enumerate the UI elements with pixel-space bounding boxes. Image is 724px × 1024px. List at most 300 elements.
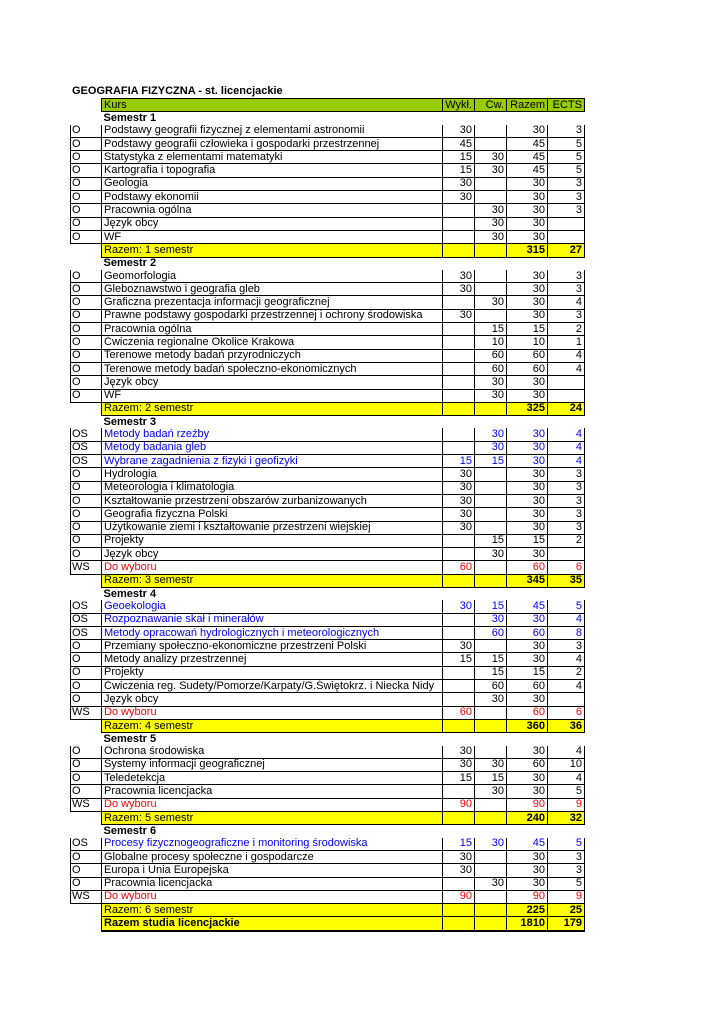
- type-cell: O: [71, 494, 102, 507]
- wykl-cell: [443, 230, 475, 243]
- table-row: [71, 309, 585, 322]
- cw-cell: [475, 561, 507, 574]
- course-name-cell: Język obcy: [102, 548, 443, 561]
- ects-cell: 3: [548, 508, 585, 521]
- razem-cell: 30: [507, 494, 548, 507]
- ects-cell: 5: [548, 137, 585, 150]
- table-row: [71, 204, 585, 217]
- ects-cell: [548, 416, 585, 429]
- course-name-cell: Projekty: [102, 534, 443, 547]
- cw-cell: 30: [475, 151, 507, 164]
- razem-cell: 30: [507, 125, 548, 138]
- razem-cell: 30: [507, 864, 548, 877]
- semester-summary-row: [71, 812, 585, 825]
- type-cell: O: [71, 746, 102, 759]
- table-row: [71, 626, 585, 639]
- semester-heading-row: [71, 825, 585, 838]
- course-name-cell: Język obcy: [102, 217, 443, 230]
- type-cell: O: [71, 548, 102, 561]
- course-name-cell: Graficzna prezentacja informacji geograficznej: [102, 296, 443, 309]
- ects-cell: 32: [548, 812, 585, 825]
- cw-cell: 15: [475, 600, 507, 613]
- table-header-row: [71, 99, 585, 112]
- course-name-cell: Ochrona środowiska: [102, 746, 443, 759]
- table-row: [71, 283, 585, 296]
- razem-cell: 30: [507, 217, 548, 230]
- wykl-cell: 30: [443, 309, 475, 322]
- razem-cell: 30: [507, 640, 548, 653]
- table-row: [71, 600, 585, 613]
- razem-cell: 90: [507, 798, 548, 811]
- ects-cell: 3: [548, 494, 585, 507]
- type-cell: [71, 257, 102, 270]
- cw-cell: 60: [475, 626, 507, 639]
- razem-cell: 30: [507, 850, 548, 863]
- table-row: [71, 838, 585, 851]
- cw-cell: 15: [475, 455, 507, 468]
- course-name-cell: Pracownia licencjacka: [102, 877, 443, 890]
- type-cell: [71, 733, 102, 746]
- course-name-cell: Metody opracowań hydrologicznych i meteorologicznych: [102, 626, 443, 639]
- table-row: [71, 362, 585, 375]
- ects-cell: 3: [548, 521, 585, 534]
- razem-cell: 30: [507, 376, 548, 389]
- wykl-cell: 15: [443, 838, 475, 851]
- table-row: [71, 137, 585, 150]
- table-row: [71, 441, 585, 454]
- wykl-cell: 30: [443, 468, 475, 481]
- wykl-cell: 30: [443, 177, 475, 190]
- razem-cell: 30: [507, 481, 548, 494]
- cw-cell: 15: [475, 772, 507, 785]
- cw-cell: [475, 640, 507, 653]
- table-row: [71, 349, 585, 362]
- razem-cell: 30: [507, 877, 548, 890]
- curriculum-table-body: [71, 99, 585, 931]
- wykl-cell: [443, 376, 475, 389]
- wykl-cell: [443, 733, 475, 746]
- razem-cell: 1810: [507, 917, 548, 931]
- cw-cell: [475, 270, 507, 283]
- header-wykl: Wykł.: [443, 99, 475, 112]
- ects-cell: 5: [548, 164, 585, 177]
- type-cell: O: [71, 191, 102, 204]
- razem-cell: 30: [507, 191, 548, 204]
- cw-cell: 30: [475, 613, 507, 626]
- cw-cell: [475, 508, 507, 521]
- course-name-cell: Ćwiczenia reg. Sudety/Pomorze/Karpaty/G.Świętokrz. i Niecka Nidy: [102, 680, 443, 693]
- table-row: [71, 481, 585, 494]
- ects-cell: 3: [548, 125, 585, 138]
- razem-cell: 225: [507, 904, 548, 917]
- cw-cell: 30: [475, 296, 507, 309]
- ects-cell: 6: [548, 561, 585, 574]
- razem-cell: 45: [507, 137, 548, 150]
- course-name-cell: Ćwiczenia regionalne Okolice Krakowa: [102, 336, 443, 349]
- cw-cell: [475, 850, 507, 863]
- table-row: [71, 125, 585, 138]
- course-name-cell: Semestr 3: [103, 415, 157, 428]
- cw-cell: 15: [475, 534, 507, 547]
- razem-cell: 30: [507, 204, 548, 217]
- cw-cell: 60: [475, 349, 507, 362]
- cw-cell: [475, 812, 507, 825]
- razem-cell: 45: [507, 151, 548, 164]
- type-cell: [71, 112, 102, 125]
- course-name-cell: WF: [102, 230, 443, 243]
- type-cell: O: [71, 877, 102, 890]
- ects-cell: 179: [548, 917, 585, 931]
- type-cell: O: [71, 376, 102, 389]
- ects-cell: 3: [548, 204, 585, 217]
- ects-cell: 3: [548, 640, 585, 653]
- table-row: [71, 177, 585, 190]
- curriculum-table: [70, 98, 585, 932]
- ects-cell: 4: [548, 296, 585, 309]
- type-cell: OS: [71, 626, 102, 639]
- cw-cell: [475, 574, 507, 587]
- cw-cell: 60: [475, 362, 507, 375]
- razem-cell: 60: [507, 680, 548, 693]
- type-cell: O: [71, 349, 102, 362]
- razem-cell: [507, 257, 548, 270]
- ects-cell: [548, 257, 585, 270]
- razem-cell: 30: [507, 613, 548, 626]
- ects-cell: 27: [548, 244, 585, 257]
- type-cell: O: [71, 336, 102, 349]
- semester-heading-row: [71, 733, 585, 746]
- course-name-cell: Podstawy geografii fizycznej z elementami astronomii: [102, 125, 443, 138]
- razem-cell: 30: [507, 455, 548, 468]
- course-name-cell: Do wyboru: [102, 706, 443, 719]
- type-cell: O: [71, 680, 102, 693]
- table-row: [71, 521, 585, 534]
- wykl-cell: 30: [443, 850, 475, 863]
- cw-cell: [475, 137, 507, 150]
- cw-cell: [475, 587, 507, 600]
- course-name-cell: Geografia fizyczna Polski: [102, 508, 443, 521]
- ects-cell: 4: [548, 441, 585, 454]
- cw-cell: 30: [475, 230, 507, 243]
- ects-cell: 2: [548, 534, 585, 547]
- razem-cell: 60: [507, 758, 548, 771]
- razem-cell: 30: [507, 521, 548, 534]
- type-cell: [71, 402, 102, 415]
- wykl-cell: [443, 336, 475, 349]
- type-cell: OS: [71, 441, 102, 454]
- course-name-cell: Język obcy: [102, 376, 443, 389]
- course-name-cell: Semestr 4: [103, 587, 157, 600]
- razem-cell: 30: [507, 508, 548, 521]
- wykl-cell: 30: [443, 640, 475, 653]
- cw-cell: [475, 890, 507, 903]
- type-cell: O: [71, 693, 102, 706]
- type-cell: O: [71, 534, 102, 547]
- page-title: GEOGRAFIA FIZYCZNA - st. licencjackie: [72, 85, 283, 97]
- type-cell: OS: [71, 600, 102, 613]
- wykl-cell: 15: [443, 455, 475, 468]
- wykl-cell: [443, 548, 475, 561]
- course-name-cell: Do wyboru: [102, 561, 443, 574]
- ects-cell: 3: [548, 177, 585, 190]
- type-cell: WS: [71, 706, 102, 719]
- cw-cell: [475, 125, 507, 138]
- cw-cell: 60: [475, 680, 507, 693]
- cw-cell: [475, 481, 507, 494]
- semester-heading-row: [71, 257, 585, 270]
- razem-cell: [507, 733, 548, 746]
- ects-cell: 4: [548, 613, 585, 626]
- type-cell: OS: [71, 455, 102, 468]
- cw-cell: 30: [475, 758, 507, 771]
- cw-cell: 30: [475, 548, 507, 561]
- wykl-cell: [443, 785, 475, 798]
- semester-summary-row: [71, 402, 585, 415]
- ects-cell: [548, 548, 585, 561]
- ects-cell: [548, 112, 585, 125]
- razem-cell: 60: [507, 362, 548, 375]
- wykl-cell: [443, 613, 475, 626]
- ects-cell: 3: [548, 481, 585, 494]
- razem-cell: 45: [507, 600, 548, 613]
- table-row: [71, 217, 585, 230]
- ects-cell: [548, 693, 585, 706]
- course-name-cell: Hydrologia: [102, 468, 443, 481]
- type-cell: OS: [71, 428, 102, 441]
- table-row: [71, 561, 585, 574]
- razem-cell: 15: [507, 534, 548, 547]
- course-name-cell: Razem: 3 semestr: [102, 574, 443, 587]
- semester-summary-row: [71, 574, 585, 587]
- ects-cell: 5: [548, 877, 585, 890]
- course-name-cell: Do wyboru: [102, 798, 443, 811]
- wykl-cell: [443, 389, 475, 402]
- cw-cell: [475, 402, 507, 415]
- wykl-cell: 30: [443, 481, 475, 494]
- ects-cell: [548, 389, 585, 402]
- table-row: [71, 270, 585, 283]
- wykl-cell: [443, 244, 475, 257]
- table-row: [71, 468, 585, 481]
- razem-cell: 45: [507, 838, 548, 851]
- razem-cell: 325: [507, 402, 548, 415]
- course-name-cell: Podstawy ekonomii: [102, 191, 443, 204]
- table-row: [71, 680, 585, 693]
- type-cell: O: [71, 323, 102, 336]
- razem-cell: 30: [507, 230, 548, 243]
- wykl-cell: [443, 323, 475, 336]
- ects-cell: 3: [548, 309, 585, 322]
- cw-cell: 30: [475, 877, 507, 890]
- type-cell: O: [71, 296, 102, 309]
- wykl-cell: 15: [443, 653, 475, 666]
- total-row: [71, 917, 585, 931]
- course-name-cell: Metody analizy przestrzennej: [102, 653, 443, 666]
- cw-cell: [475, 904, 507, 917]
- cw-cell: [475, 733, 507, 746]
- cw-cell: [475, 257, 507, 270]
- table-row: [71, 191, 585, 204]
- ects-cell: 4: [548, 680, 585, 693]
- type-cell: O: [71, 270, 102, 283]
- table-row: [71, 548, 585, 561]
- course-name-cell: Meteorologia i klimatologia: [102, 481, 443, 494]
- razem-cell: [507, 416, 548, 429]
- course-name-cell: Razem: 4 semestr: [102, 719, 443, 732]
- razem-cell: 30: [507, 389, 548, 402]
- ects-cell: 2: [548, 666, 585, 679]
- razem-cell: [507, 825, 548, 838]
- cw-cell: [475, 521, 507, 534]
- razem-cell: 30: [507, 177, 548, 190]
- type-cell: O: [71, 230, 102, 243]
- wykl-cell: [443, 917, 475, 931]
- course-name-cell: Pracownia ogólna: [102, 323, 443, 336]
- cw-cell: [475, 177, 507, 190]
- table-row: [71, 693, 585, 706]
- ects-cell: 9: [548, 798, 585, 811]
- wykl-cell: 15: [443, 164, 475, 177]
- ects-cell: 4: [548, 349, 585, 362]
- course-name-cell: Procesy fizycznogeograficzne i monitoring środowiska: [102, 838, 443, 851]
- wykl-cell: [443, 693, 475, 706]
- razem-cell: 30: [507, 441, 548, 454]
- course-name-cell: Prawne podstawy gospodarki przestrzennej i ochrony środowiska: [102, 309, 443, 322]
- type-cell: O: [71, 137, 102, 150]
- type-cell: O: [71, 309, 102, 322]
- course-name-cell: Geoekologia: [102, 600, 443, 613]
- type-cell: O: [71, 389, 102, 402]
- type-cell: O: [71, 521, 102, 534]
- type-cell: [71, 416, 102, 429]
- type-cell: O: [71, 508, 102, 521]
- course-name-cell: Europa i Unia Europejska: [102, 864, 443, 877]
- table-row: [71, 772, 585, 785]
- type-cell: WS: [71, 561, 102, 574]
- type-cell: O: [71, 772, 102, 785]
- cw-cell: 30: [475, 838, 507, 851]
- table-row: [71, 746, 585, 759]
- course-name-cell: Semestr 1: [103, 111, 157, 124]
- course-name-cell: Razem: 2 semestr: [102, 402, 443, 415]
- razem-cell: 30: [507, 548, 548, 561]
- type-cell: WS: [71, 798, 102, 811]
- wykl-cell: 60: [443, 706, 475, 719]
- razem-cell: 30: [507, 468, 548, 481]
- table-row: [71, 494, 585, 507]
- wykl-cell: [443, 296, 475, 309]
- semester-heading-row: [71, 587, 585, 600]
- wykl-cell: [443, 112, 475, 125]
- type-cell: WS: [71, 890, 102, 903]
- ects-cell: 5: [548, 785, 585, 798]
- wykl-cell: [443, 587, 475, 600]
- razem-cell: 30: [507, 746, 548, 759]
- ects-cell: [548, 376, 585, 389]
- wykl-cell: [443, 626, 475, 639]
- course-name-cell: Pracownia licencjacka: [102, 785, 443, 798]
- wykl-cell: 30: [443, 191, 475, 204]
- ects-cell: 3: [548, 270, 585, 283]
- table-row: [71, 864, 585, 877]
- ects-cell: 3: [548, 468, 585, 481]
- course-name-cell: Razem: 5 semestr: [102, 812, 443, 825]
- course-name-cell: Pracownia ogólna: [102, 204, 443, 217]
- cw-cell: 30: [475, 164, 507, 177]
- wykl-cell: [443, 666, 475, 679]
- type-cell: O: [71, 864, 102, 877]
- wykl-cell: [443, 257, 475, 270]
- ects-cell: 6: [548, 706, 585, 719]
- cw-cell: [475, 864, 507, 877]
- ects-cell: 5: [548, 838, 585, 851]
- course-name-cell: Semestr 6: [103, 824, 157, 837]
- type-cell: O: [71, 283, 102, 296]
- ects-cell: 24: [548, 402, 585, 415]
- type-cell: O: [71, 151, 102, 164]
- cw-cell: 30: [475, 389, 507, 402]
- ects-cell: 3: [548, 864, 585, 877]
- ects-cell: 3: [548, 283, 585, 296]
- table-row: [71, 230, 585, 243]
- table-row: [71, 296, 585, 309]
- table-row: [71, 164, 585, 177]
- type-cell: O: [71, 758, 102, 771]
- wykl-cell: [443, 904, 475, 917]
- razem-cell: 30: [507, 785, 548, 798]
- wykl-cell: [443, 204, 475, 217]
- wykl-cell: [443, 441, 475, 454]
- wykl-cell: 30: [443, 270, 475, 283]
- course-name-cell: WF: [102, 389, 443, 402]
- type-cell: O: [71, 125, 102, 138]
- type-cell: O: [71, 217, 102, 230]
- cw-cell: 15: [475, 653, 507, 666]
- course-name-cell: Terenowe metody badań społeczno-ekonomicznych: [102, 362, 443, 375]
- cw-cell: [475, 244, 507, 257]
- type-cell: O: [71, 164, 102, 177]
- ects-cell: 8: [548, 626, 585, 639]
- wykl-cell: [443, 362, 475, 375]
- table-row: [71, 613, 585, 626]
- cw-cell: [475, 917, 507, 931]
- table-row: [71, 640, 585, 653]
- header-cw: Ćw.: [475, 99, 507, 112]
- course-name-cell: Teledetekcja: [102, 772, 443, 785]
- header-razem: Razem: [507, 99, 548, 112]
- type-cell: O: [71, 653, 102, 666]
- cw-cell: [475, 191, 507, 204]
- course-name-cell: Systemy informacji geograficznej: [102, 758, 443, 771]
- ects-cell: 5: [548, 151, 585, 164]
- type-cell: [71, 587, 102, 600]
- semester-heading-row: [71, 416, 585, 429]
- table-row: [71, 850, 585, 863]
- wykl-cell: 45: [443, 137, 475, 150]
- razem-cell: 60: [507, 561, 548, 574]
- wykl-cell: 30: [443, 283, 475, 296]
- course-name-cell: Podstawy geografii człowieka i gospodarki przestrzennej: [102, 137, 443, 150]
- cw-cell: [475, 112, 507, 125]
- wykl-cell: [443, 719, 475, 732]
- wykl-cell: 30: [443, 494, 475, 507]
- cw-cell: 30: [475, 693, 507, 706]
- type-cell: [71, 244, 102, 257]
- table-row: [71, 428, 585, 441]
- razem-cell: 30: [507, 309, 548, 322]
- course-name-cell: Metody badania gleb: [102, 441, 443, 454]
- course-name-cell: Kształtowanie przestrzeni obszarów zurbanizowanych: [102, 494, 443, 507]
